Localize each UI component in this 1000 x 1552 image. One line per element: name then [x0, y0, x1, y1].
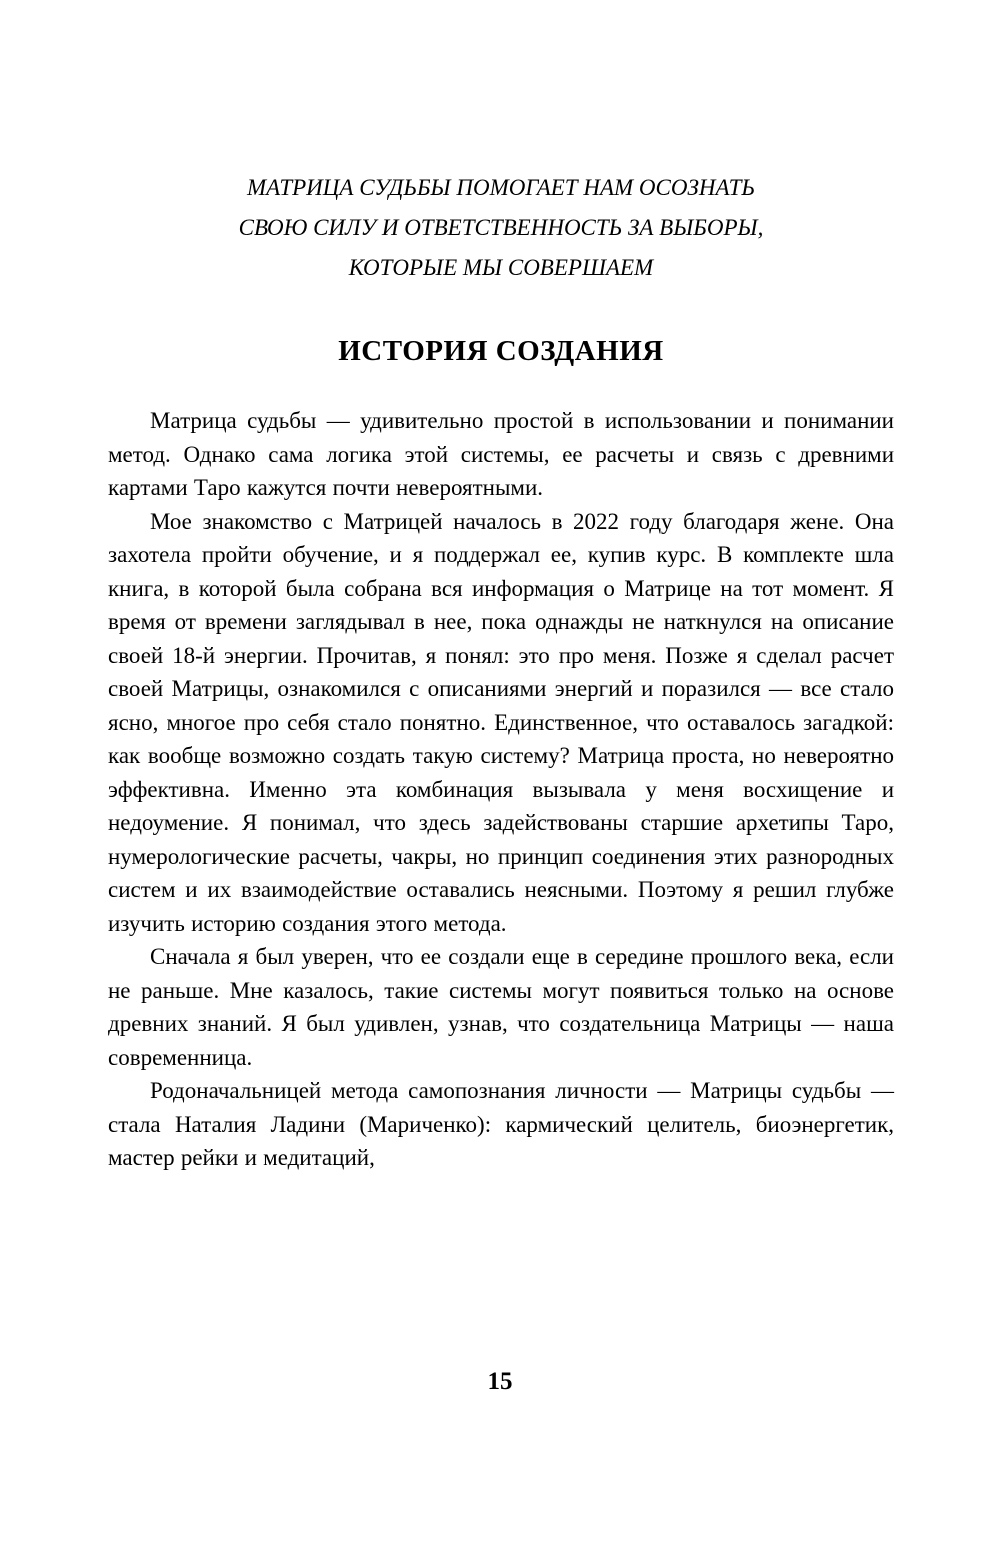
epigraph [108, 168, 894, 288]
epigraph-line: СВОЮ СИЛУ И ОТВЕТСТВЕННОСТЬ ЗА ВЫБОРЫ, [238, 215, 764, 240]
page-number: 15 [487, 1368, 513, 1395]
paragraph: Мое знакомство с Матрицей началось в 2022 году благодаря жене. Она захотела пройти обучение, и я поддержал ее, купив курс. В комплекте шла книга, в которой была собрана вся информация о Матрице на тот момент. Я время от времени заглядывал в нее, пока однажды не наткнулся на описание своей 18-й энергии. Прочитав, я понял: это про меня. Позже я сделал расчет своей Матрицы, ознакомился с описаниями энергий и поразился — все стало ясно, многое про себя стало понятно. Единственное, что оставалось загадкой: как вообще возможно создать такую систему? Матрица проста, но невероятно эффективна. Именно эта комбинация вызывала у меня восхищение и недоумение. Я понимал, что здесь задействованы старшие архетипы Таро, нумерологические расчеты, чакры, но принцип соединения этих разнородных систем и их взаимодействие оставались неясными. Поэтому я решил глубже изучить историю создания этого метода. [108, 508, 894, 936]
body-text [108, 404, 894, 1175]
chapter-heading: ИСТОРИЯ СОЗДАНИЯ [338, 335, 664, 367]
paragraph: Матрица судьбы — удивительно простой в использовании и понимании метод. Однако сама логика этой системы, ее расчеты и связь с древними картами Таро кажутся почти невероятными. [108, 408, 894, 500]
paragraph: Сначала я был уверен, что ее создали еще в середине прошлого века, если не раньше. Мне казалось, такие системы могут появиться только на основе древних знаний. Я был удивлен, узнав, что создательница Матрицы — наша современница. [108, 944, 894, 1070]
epigraph-line: МАТРИЦА СУДЬБЫ ПОМОГАЕТ НАМ ОСОЗНАТЬ [247, 175, 755, 200]
epigraph-line: КОТОРЫЕ МЫ СОВЕРШАЕМ [348, 255, 654, 280]
paragraph: Родоначальницей метода самопознания личности — Матрицы судьбы — стала Наталия Ладини (Мариченко): кармический целитель, биоэнергетик, мастер рейки и медитаций, [108, 1078, 894, 1170]
